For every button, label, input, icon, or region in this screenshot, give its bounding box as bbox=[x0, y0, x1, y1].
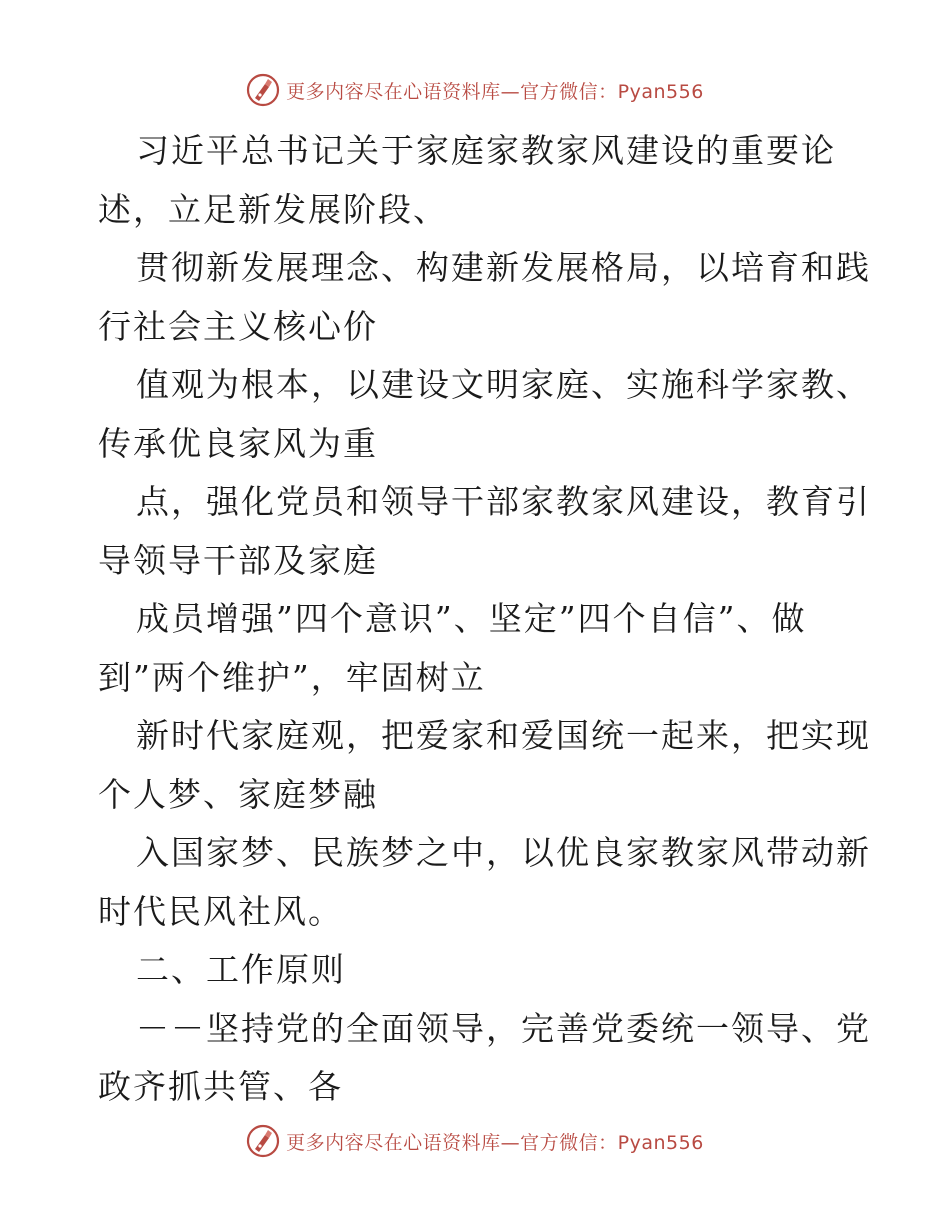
body-line: 成员增强”四个意识”、坚定”四个自信”、做 bbox=[136, 599, 807, 638]
watermark-text: 更多内容尽在心语资料库—官方微信： bbox=[286, 80, 618, 103]
watermark-account: Pyan556 bbox=[617, 1131, 704, 1154]
document-body bbox=[98, 122, 871, 1117]
body-line: 时代民风社风。 bbox=[98, 891, 343, 931]
fountain-pen-logo-icon bbox=[246, 1124, 280, 1158]
header-watermark bbox=[0, 70, 950, 110]
watermark-account: Pyan556 bbox=[617, 80, 704, 103]
section-heading: 二、工作原则 bbox=[136, 950, 346, 989]
body-line: 习近平总书记关于家庭家教家风建设的重要论 bbox=[136, 131, 836, 170]
body-line: 到”两个维护”，牢固树立 bbox=[98, 657, 486, 697]
body-line: 值观为根本，以建设文明家庭、实施科学家教、 bbox=[136, 365, 871, 404]
body-line: 政齐抓共管、各 bbox=[98, 1067, 343, 1106]
body-line: 新时代家庭观，把爱家和爱国统一起来，把实现 bbox=[136, 716, 871, 755]
body-line: －－坚持党的全面领导，完善党委统一领导、党 bbox=[136, 1008, 871, 1048]
body-line: 述，立足新发展阶段、 bbox=[98, 189, 448, 229]
body-line: 点，强化党员和领导干部家教家风建设，教育引 bbox=[136, 482, 871, 521]
body-line: 行社会主义核心价 bbox=[98, 306, 378, 346]
body-line: 传承优良家风为重 bbox=[98, 423, 378, 463]
watermark-text: 更多内容尽在心语资料库—官方微信： bbox=[286, 1131, 618, 1154]
body-line: 导领导干部及家庭 bbox=[98, 540, 378, 580]
body-line: 入国家梦、民族梦之中，以优良家教家风带动新 bbox=[136, 833, 871, 872]
body-line: 贯彻新发展理念、构建新发展格局，以培育和践 bbox=[136, 248, 871, 287]
footer-watermark bbox=[0, 1121, 950, 1161]
fountain-pen-logo-icon bbox=[246, 73, 280, 107]
body-line: 个人梦、家庭梦融 bbox=[98, 774, 378, 814]
